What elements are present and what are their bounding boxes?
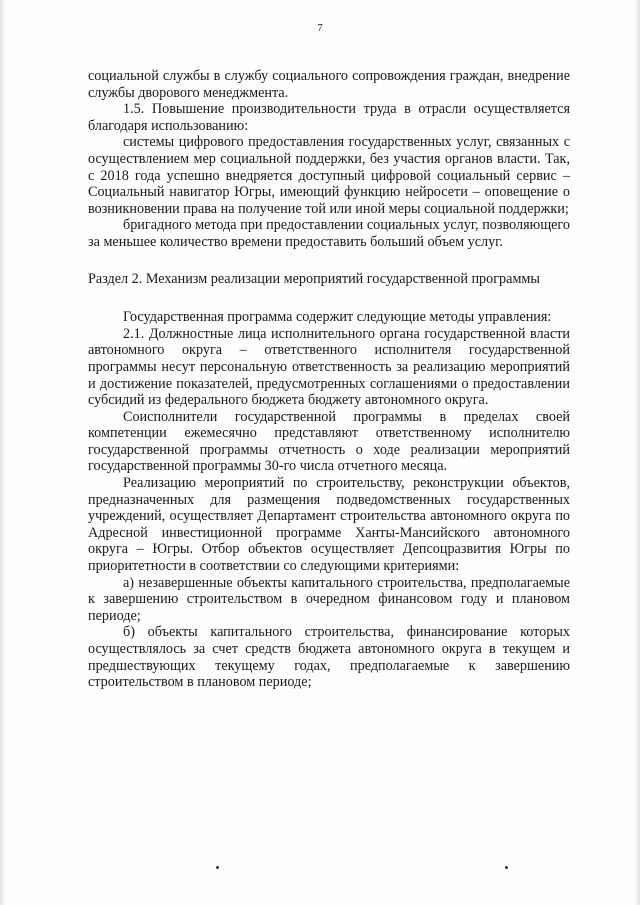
scan-speck: [505, 866, 508, 869]
paragraph-2-1: 2.1. Должностные лица исполнительного органа государственной власти автономного округа – ответственного исполнителя государственной программы несут персональную ответственность за реализацию мероприятий и достижение показателей, предусмотренных соглашениями о предоставлении субсидий из федерального бюджета бюджету автономного округа.: [88, 325, 570, 409]
page-right-edge: [634, 0, 640, 905]
paragraph-brigade-method: бригадного метода при предоставлении социальных услуг, позволяющего за меньшее количество времени предоставить больший объем услуг.: [88, 217, 570, 250]
paragraph-management-methods: Государственная программа содержит следующие методы управления:: [123, 309, 552, 326]
paragraph-construction: Реализацию мероприятий по строительству, реконструкции объектов, предназначенных для размещения подведомственных государственных учреждений, осуществляет Департамент строительства автономного округа по Адресной инвестиционной программе Ханты-Мансийского автономного округа – Югры. Отбор объектов осуществляет Депсоцразвития Югры по приоритетности в соответствии со следующими критериями:: [88, 475, 570, 575]
page-number: 7: [317, 22, 323, 34]
section-heading: Раздел 2. Механизм реализации мероприятий государственной программы: [88, 270, 540, 287]
paragraph-continuation: социальной службы в службу социального сопровождения граждан, внедрение службы дворового менеджмента.: [88, 68, 570, 101]
paragraph-criterion-a: а) незавершенные объекты капитального строительства, предполагаемые к завершению строительством в очередном финансовом году и плановом периоде;: [88, 574, 570, 624]
document-body: [88, 68, 570, 691]
paragraph-co-executors: Соисполнители государственной программы в пределах своей компетенции ежемесячно представляют ответственному исполнителю государственной программы отчетность о ходе реализации мероприятий государственной программы 30-го числа отчетного месяца.: [88, 408, 570, 475]
page-left-edge: [0, 0, 6, 905]
paragraph-criterion-b: б) объекты капитального строительства, финансирование которых осуществлялось за счет средств бюджета автономного округа в текущем и предшествующих текущему годах, предполагаемые к завершению строительством в плановом периоде;: [88, 624, 570, 691]
scan-speck: [216, 866, 219, 869]
paragraph-digital-services: системы цифрового предоставления государственных услуг, связанных с осуществлением мер социальной поддержки, без участия органов власти. Так, с 2018 года успешно внедряется доступный цифровой социальный сервис – Социальный навигатор Югры, имеющий функцию нейросети – оповещение о возникновении права на получение той или иной меры социальной поддержки;: [88, 134, 570, 217]
paragraph-1-5: 1.5. Повышение производительности труда в отрасли осуществляется благодаря использованию:: [88, 101, 570, 134]
